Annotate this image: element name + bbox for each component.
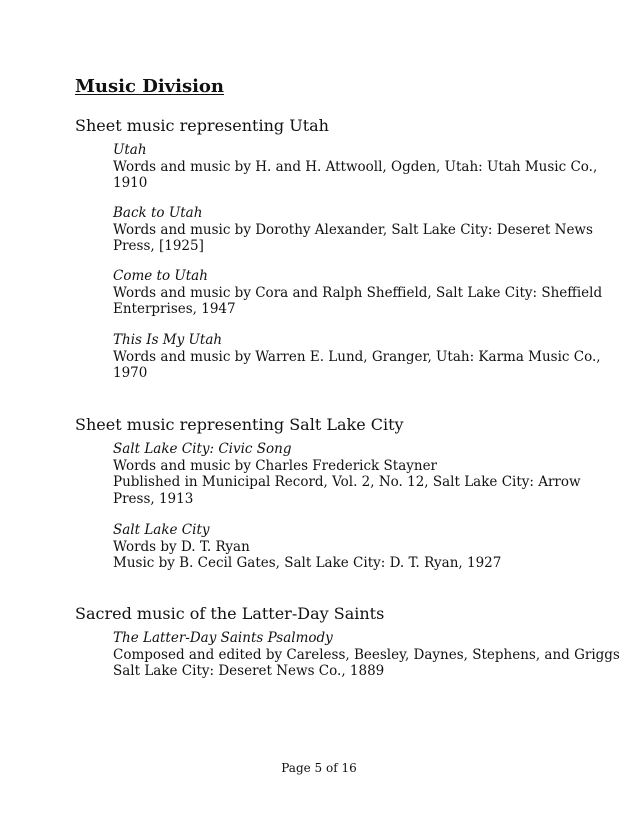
entry-line: Music by B. Cecil Gates, Salt Lake City: D. T. Ryan, 1927: [113, 555, 502, 571]
entry-line: Words and music by Cora and Ralph Sheffield, Salt Lake City: Sheffield: [113, 284, 603, 301]
entry-utah: [113, 142, 598, 192]
page-number-footer: Page 5 of 16: [281, 761, 357, 775]
entry-line: Press, [1925]: [113, 238, 204, 254]
entry-line: Words and music by Warren E. Lund, Granger, Utah: Karma Music Co.,: [113, 348, 601, 365]
entry-salt-lake-city: [113, 522, 573, 572]
entry-line: 1970: [113, 365, 148, 381]
entry-line: Composed and edited by Careless, Beesley, Daynes, Stephens, and Griggs: [113, 646, 620, 663]
entry-civic-song: [113, 441, 581, 507]
entry-line: Words and music by Charles Frederick Stayner: [113, 457, 438, 474]
entry-title: Back to Utah: [113, 205, 203, 221]
entry-title: Utah: [113, 142, 147, 158]
entry-psalmody: [113, 630, 620, 680]
entry-line: 1910: [113, 175, 148, 191]
entry-come-to-utah: [113, 268, 603, 318]
section-heading-salt-lake-city: Sheet music representing Salt Lake City: [75, 415, 404, 434]
entry-title: Come to Utah: [113, 268, 208, 284]
entry-line: Published in Municipal Record, Vol. 2, No. 12, Salt Lake City: Arrow: [113, 474, 581, 490]
entry-title: This Is My Utah: [113, 332, 223, 348]
entry-line: Salt Lake City: Deseret News Co., 1889: [113, 663, 385, 679]
entry-this-is-my-utah: [113, 332, 601, 382]
entry-title: Salt Lake City: Civic Song: [113, 441, 292, 457]
entry-title: Salt Lake City: [113, 522, 210, 538]
entry-title: The Latter-Day Saints Psalmody: [113, 630, 333, 646]
entry-line: Enterprises, 1947: [113, 301, 236, 317]
section-heading-sacred-music: Sacred music of the Latter-Day Saints: [75, 604, 385, 623]
entry-line: Words and music by Dorothy Alexander, Salt Lake City: Deseret News: [113, 221, 593, 238]
entry-line: Words and music by H. and H. Attwooll, Ogden, Utah: Utah Music Co.,: [113, 158, 598, 175]
entry-line: Words by D. T. Ryan: [113, 538, 250, 555]
entry-line: Press, 1913: [113, 490, 194, 507]
section-heading-utah: Sheet music representing Utah: [75, 116, 329, 135]
division-title: Music Division: [75, 76, 225, 97]
entry-back-to-utah: [113, 205, 593, 255]
